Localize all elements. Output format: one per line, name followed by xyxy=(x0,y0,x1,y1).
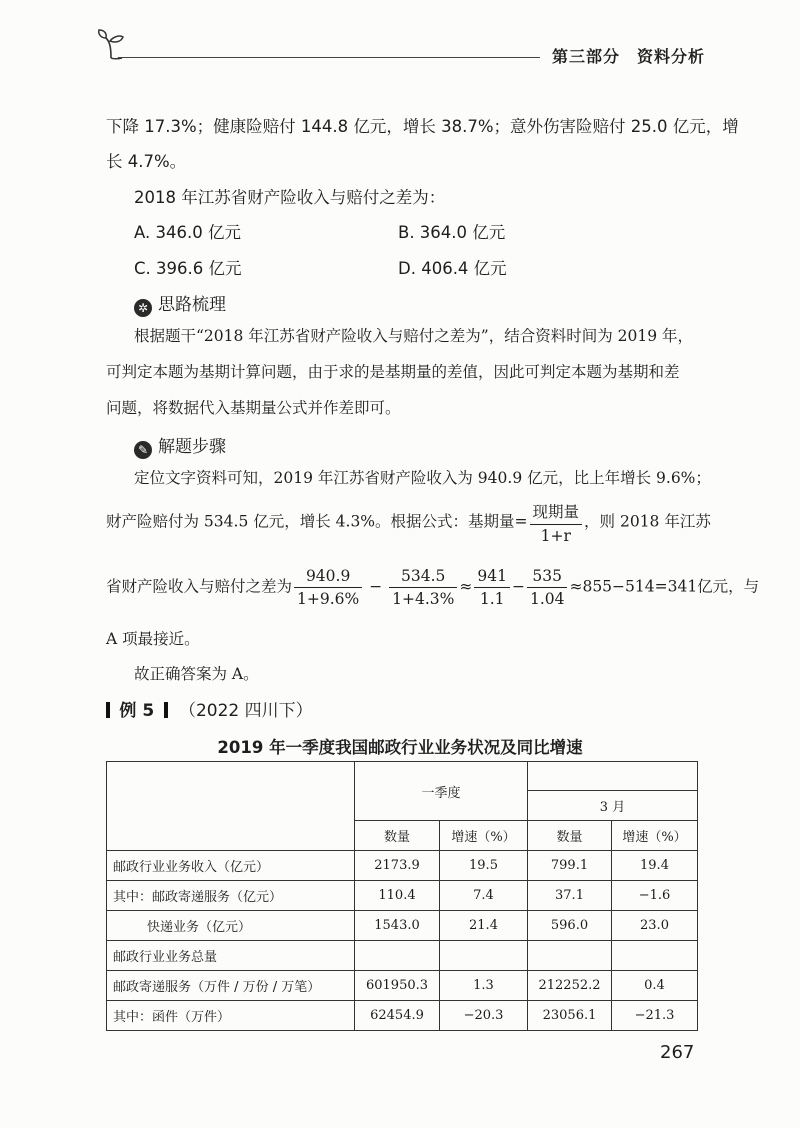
example-tag: 例 5 （2022 四川下） xyxy=(106,696,313,721)
analysis-line: 问题，将数据代入基期量公式并作差即可。 xyxy=(106,399,401,417)
solution-heading: ✎ 解题步骤 xyxy=(134,432,226,459)
cell: 110.4 xyxy=(355,881,440,911)
table-row xyxy=(107,971,698,1001)
cell xyxy=(355,941,440,971)
fraction-4: $\frac{535}{1.04}$ xyxy=(527,567,568,608)
cell xyxy=(440,941,528,971)
row-label: 邮政行业业务总量 xyxy=(107,941,355,971)
cell: 2173.9 xyxy=(355,851,440,881)
body-text-line: 下降 17.3%；健康险赔付 144.8 亿元，增长 38.7%；意外伤害险赔付 25.0 亿元，增 xyxy=(106,117,739,136)
row-label: 邮政行业业务收入（亿元） xyxy=(107,851,355,881)
base-formula: $\frac{\text{现期量}}{1+r}$ xyxy=(530,500,583,545)
answer-line: 故正确答案为 A。 xyxy=(134,665,259,683)
body-text-line: 长 4.7%。 xyxy=(106,152,187,171)
table-corner-cell xyxy=(107,762,355,851)
column-header: 增速（%） xyxy=(612,821,698,851)
row-label: 其中：邮政寄递服务（亿元） xyxy=(107,881,355,911)
option-c: C. 396.6 亿元 xyxy=(134,259,242,278)
column-header: 数量 xyxy=(528,821,612,851)
header-title: 第三部分 资料分析 xyxy=(552,47,706,66)
analysis-line: 可判定本题为基期计算问题，由于求的是基期量的差值，因此可判定本题为基期和差 xyxy=(106,363,680,381)
cell: 0.4 xyxy=(612,971,698,1001)
cell: −20.3 xyxy=(440,1001,528,1031)
table-row xyxy=(107,941,698,971)
cell: 23056.1 xyxy=(528,1001,612,1031)
example-bar-left xyxy=(106,702,110,718)
cell: 21.4 xyxy=(440,911,528,941)
option-a: A. 346.0 亿元 xyxy=(134,223,241,242)
row-label: 快递业务（亿元） xyxy=(107,911,355,941)
cell xyxy=(528,941,612,971)
cell: 799.1 xyxy=(528,851,612,881)
fraction-3: $\frac{941}{1.1}$ xyxy=(474,567,510,608)
cell: 19.4 xyxy=(612,851,698,881)
option-b: B. 364.0 亿元 xyxy=(398,223,506,242)
option-d: D. 406.4 亿元 xyxy=(398,259,507,278)
header-spacer xyxy=(528,762,698,791)
cell: 62454.9 xyxy=(355,1001,440,1031)
leaf-ornament-icon xyxy=(96,28,126,60)
header-rule xyxy=(118,57,540,58)
fraction-1: $\frac{940.9}{1+9.6\%}$ xyxy=(294,567,362,608)
column-header: 数量 xyxy=(355,821,440,851)
question-text: 2018 年江苏省财产险收入与赔付之差为： xyxy=(134,188,446,207)
row-label: 邮政寄递服务（万件 / 万份 / 万笔） xyxy=(107,971,355,1001)
march-header: 3 月 xyxy=(528,791,698,821)
column-header: 增速（%） xyxy=(440,821,528,851)
cell: −21.3 xyxy=(612,1001,698,1031)
table-row xyxy=(107,1001,698,1031)
row-label: 其中：函件（万件） xyxy=(107,1001,355,1031)
cell: 37.1 xyxy=(528,881,612,911)
example-bar-right xyxy=(164,702,168,718)
table-row xyxy=(107,881,698,911)
cell: 212252.2 xyxy=(528,971,612,1001)
cell xyxy=(612,941,698,971)
pen-icon: ✎ xyxy=(134,441,152,459)
solution-line: A 项最接近。 xyxy=(106,630,200,648)
cell: 1543.0 xyxy=(355,911,440,941)
analysis-line: 根据题干“2018 年江苏省财产险收入与赔付之差为”，结合资料时间为 2019 年， xyxy=(134,327,694,345)
table-title: 2019 年一季度我国邮政行业业务状况及同比增速 xyxy=(217,738,583,757)
fraction-2: $\frac{534.5}{1+4.3\%}$ xyxy=(389,567,457,608)
cell: 1.3 xyxy=(440,971,528,1001)
cell: 7.4 xyxy=(440,881,528,911)
solution-line: 定位文字资料可知，2019 年江苏省财产险收入为 940.9 亿元，比上年增长 9.6%； xyxy=(134,469,711,487)
postal-data-table xyxy=(106,761,698,1031)
cell: 596.0 xyxy=(528,911,612,941)
solution-calculation: 省财产险收入与赔付之差为 $\frac{940.9}{1+9.6\%}$ − $\frac{534.5}{1+4.3\%}$ ≈ $\frac{941}{1.1}$ − $\frac{535}{1.04}$ ≈855−514=341亿元，与 xyxy=(106,567,760,608)
analysis-heading: ✲ 思路梳理 xyxy=(134,290,226,317)
cell: −1.6 xyxy=(612,881,698,911)
cell: 23.0 xyxy=(612,911,698,941)
table-row xyxy=(107,911,698,941)
cell: 601950.3 xyxy=(355,971,440,1001)
lightbulb-icon: ✲ xyxy=(134,299,152,317)
q1-header: 一季度 xyxy=(355,762,528,821)
cell: 19.5 xyxy=(440,851,528,881)
solution-line-formula: 财产险赔付为 534.5 亿元，增长 4.3%。根据公式：基期量= $\frac{\text{现期量}}{1+r}$ ，则 2018 年江苏 xyxy=(106,500,711,545)
table-row xyxy=(107,851,698,881)
page-number: 267 xyxy=(660,1042,695,1063)
